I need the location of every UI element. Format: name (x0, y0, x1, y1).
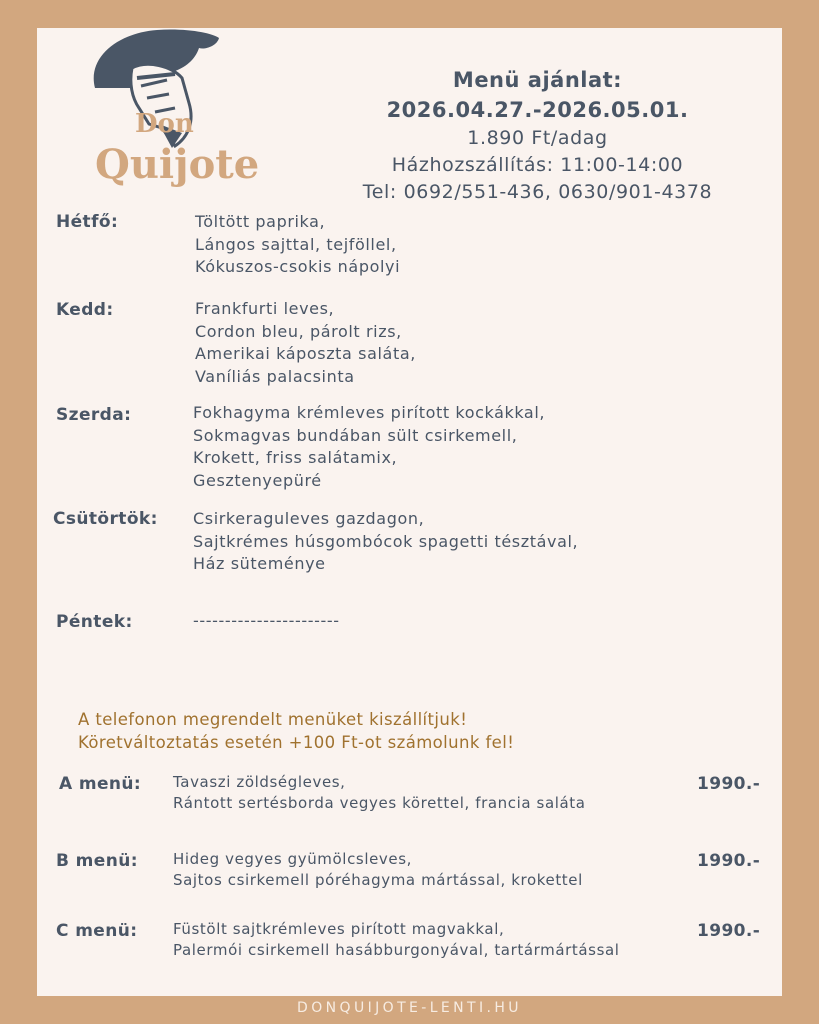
delivery-hours: Házhozszállítás: 11:00-14:00 (391, 154, 684, 176)
menu-a-items (173, 772, 586, 814)
list-item: Lángos sajttal, tejföllel, (195, 234, 397, 254)
list-item: Fokhagyma krémleves pirított kockákkal, (193, 403, 546, 422)
list-item: Csirkeraguleves gazdagon, (193, 509, 425, 528)
menu-a-price: 1990.- (697, 774, 761, 794)
logo-text-quijote: Quijote (95, 141, 260, 188)
list-item: Töltött paprika, (195, 212, 326, 231)
day-label-thursday: Csütörtök: (53, 509, 158, 529)
notice-line-1: A telefonon megrendelt menüket kiszállítjuk! (78, 710, 468, 729)
list-item: Gesztenyepüré (193, 470, 322, 490)
website-footer: DONQUIJOTE-LENTI.HU (297, 1000, 522, 1016)
day-items-tuesday (195, 298, 416, 388)
list-item: ----------------------- (193, 611, 340, 630)
list-item: Rántott sertésborda vegyes körettel, francia saláta (173, 794, 586, 812)
list-item: Sajtos csirkemell póréhagyma mártással, krokettel (173, 871, 583, 889)
menu-b-items (173, 849, 583, 891)
menu-c-items (173, 919, 620, 961)
day-label-wednesday: Szerda: (56, 405, 132, 425)
list-item: Ház süteménye (193, 554, 326, 573)
phone-numbers: Tel: 0692/551-436, 0630/901-4378 (362, 181, 713, 203)
notice-line-2: Köretváltoztatás esetén +100 Ft-ot számolunk fel! (78, 733, 515, 752)
day-items-wednesday (193, 402, 545, 492)
don-quijote-logo (77, 28, 267, 213)
menu-b-label: B menü: (56, 851, 138, 871)
list-item: Frankfurti leves, (195, 299, 335, 318)
list-item: Tavaszi zöldségleves, (173, 773, 346, 791)
list-item: Kókuszos-csokis nápolyi (195, 257, 401, 276)
list-item: Vaníliás palacsinta (195, 366, 355, 386)
menu-c-label: C menü: (56, 921, 138, 941)
day-label-friday: Péntek: (56, 612, 133, 632)
day-items-friday (193, 610, 340, 633)
list-item: Sajtkrémes húsgombócok spagetti tésztával, (193, 531, 579, 551)
menu-b-price: 1990.- (697, 851, 761, 871)
list-item: Krokett, friss salátamix, (193, 448, 398, 467)
menu-c-price: 1990.- (697, 921, 761, 941)
list-item: Sokmagvas bundában sült csirkemell, (193, 425, 518, 445)
list-item: Cordon bleu, párolt rizs, (195, 321, 402, 341)
list-item: Füstölt sajtkrémleves pirított magvakkal, (173, 920, 505, 938)
list-item: Hideg vegyes gyümölcsleves, (173, 850, 413, 868)
delivery-notice (78, 708, 514, 754)
day-items-thursday (193, 508, 578, 576)
menu-a-label: A menü: (59, 774, 142, 794)
day-label-tuesday: Kedd: (56, 300, 114, 320)
list-item: Amerikai káposzta saláta, (195, 344, 416, 363)
menu-dates: 2026.04.27.-2026.05.01. (386, 98, 689, 122)
day-label-monday: Hétfő: (56, 212, 119, 232)
menu-card (37, 28, 782, 996)
menu-header (290, 65, 785, 206)
menu-title: Menü ajánlat: (452, 68, 623, 92)
logo-text-don: Don (135, 109, 194, 139)
list-item: Palermói csirkemell hasábburgonyával, tartármártással (173, 941, 620, 959)
day-items-monday (195, 211, 400, 279)
price-per-portion: 1.890 Ft/adag (467, 127, 608, 149)
